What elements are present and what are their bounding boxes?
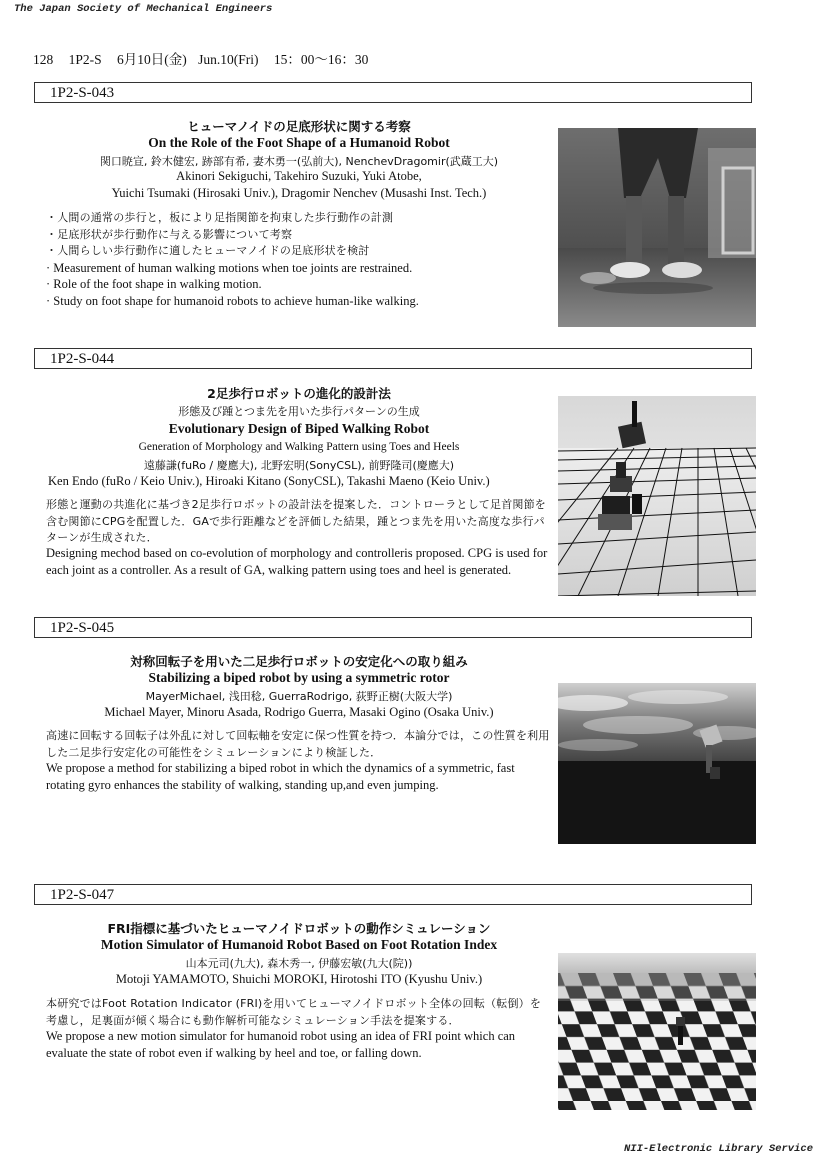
title-en: Evolutionary Design of Biped Walking Robot	[168, 421, 430, 436]
library-watermark: NII-Electronic Library Service	[623, 1143, 813, 1155]
subtitle-en: Generation of Morphology and Walking Pattern using Toes and Heels	[138, 441, 460, 453]
session-code: 1P2-S	[68, 52, 102, 67]
authors-en-line1: Akinori Sekiguchi, Takehiro Suzuki, Yuki Atobe,	[176, 169, 422, 183]
bullet-item: ・足底形状が歩行動作に与える影響について考察	[46, 227, 293, 241]
body-en: We propose a method for stabilizing a biped robot in which the dynamics of a symmetric, fast rotating gyro enhances the stability of walking, standing up,and even jumping.	[46, 761, 515, 792]
authors-en: Ken Endo (fuRo / Keio Univ.), Hiroaki Kitano (SonyCSL), Takashi Maeno (Keio Univ.)	[48, 474, 490, 488]
body-en: Designing mechod based on co-evolution of morphology and controlleris proposed. CPG is used for each joint as a controller. As a result of GA, walking pattern using toes and heel is generated.	[46, 546, 548, 577]
title-jp: 対称回転子を用いた二足歩行ロボットの安定化への取り組み	[130, 654, 468, 669]
summary-bullets	[46, 210, 551, 309]
walking-legs-photo	[558, 128, 756, 327]
bullet-item: · Role of the foot shape in walking motion.	[46, 277, 262, 291]
subtitle-jp: 形態及び踵とつま先を用いた歩行パターンの生成	[178, 405, 420, 418]
authors-jp: 関口暁宣, 鈴木健宏, 跡部有希, 妻木勇一(弘前大), NenchevDragomir(武蔵工大)	[99, 155, 499, 168]
date-en: Jun.10(Fri)	[198, 52, 259, 67]
authors-jp: MayerMichael, 浅田稔, GuerraRodrigo, 荻野正樹(大阪大学)	[145, 690, 453, 703]
title-jp: FRI指標に基づいたヒューマノイドロボットの動作シミュレーション	[107, 921, 491, 936]
title-jp: 2足歩行ロボットの進化的設計法	[207, 386, 391, 401]
page-number: 128	[33, 52, 54, 67]
checkerboard-simulation-image	[558, 953, 756, 1110]
title-en: Stabilizing a biped robot by using a symmetric rotor	[148, 670, 450, 685]
authors-jp: 遠藤謙(fuRo / 慶應大), 北野宏明(SonyCSL), 前野隆司(慶應大)	[143, 459, 455, 472]
title-en: Motion Simulator of Humanoid Robot Based on Foot Rotation Index	[100, 937, 498, 952]
authors-jp: 山本元司(九大), 森木秀一, 伊藤宏敏(九大(院))	[185, 957, 413, 970]
authors-en: Michael Mayer, Minoru Asada, Rodrigo Guerra, Masaki Ogino (Osaka Univ.)	[104, 705, 494, 719]
bullet-item: · Study on foot shape for humanoid robots to achieve human-like walking.	[46, 293, 419, 308]
bullet-item: · Measurement of human walking motions when toe joints are restrained.	[46, 260, 413, 275]
simulated-robot-grid-image	[558, 396, 756, 596]
bullet-item: ・人間の通常の歩行と，板により足指関節を拘束した歩行動作の計測	[46, 211, 394, 224]
session-time: 15：00〜16：30	[273, 52, 369, 67]
publisher-watermark: The Japan Society of Mechanical Engineers	[14, 3, 273, 15]
title-en: On the Role of the Foot Shape of a Humanoid Robot	[148, 135, 450, 150]
abstract-id: 1P2-S-044	[34, 348, 752, 369]
bullet-item: ・人間らしい歩行動作に適したヒューマノイドの足底形状を検討	[46, 244, 370, 257]
abstract-id: 1P2-S-043	[34, 82, 752, 103]
abstract-id: 1P2-S-045	[34, 617, 752, 638]
body-jp: 本研究ではFoot Rotation Indicator (FRI)を用いてヒューマノイドロボット全体の回転（転倒）を考慮し，足裏面が傾く場合にも動作解析可能なシミュレーション手法を提案する．	[46, 997, 542, 1027]
body-jp: 形態と運動の共進化に基づき2足歩行ロボットの設計法を提案した．コントローラとして足首関節を含む関節にCPGを配置した．GAで歩行距離などを評価した結果，踵とつま先を用いた高度な歩行パターンが生成された．	[46, 498, 546, 544]
date-jp: 6月10日(金)	[117, 52, 187, 67]
page-header	[33, 48, 380, 68]
body-jp: 高速に回転する回転子は外乱に対して回転軸を安定に保つ性質を持つ．本論分では，この性質を利用した二足歩行安定化の可能性をシミュレーションにより検証した．	[46, 729, 550, 759]
authors-en: Motoji YAMAMOTO, Shuichi MOROKI, Hirotoshi ITO (Kyushu Univ.)	[115, 972, 483, 986]
title-jp: ヒューマノイドの足底形状に関する考察	[187, 119, 411, 134]
body-en: We propose a new motion simulator for humanoid robot using an idea of FRI point which can evaluate the state of robot even if walking by heel and toe, or falling down.	[46, 1029, 516, 1060]
authors-en-line2: Yuichi Tsumaki (Hirosaki Univ.), Dragomir Nenchev (Musashi Inst. Tech.)	[111, 186, 487, 200]
abstract-id: 1P2-S-047	[34, 884, 752, 905]
simulated-robot-sky-image	[558, 683, 756, 844]
